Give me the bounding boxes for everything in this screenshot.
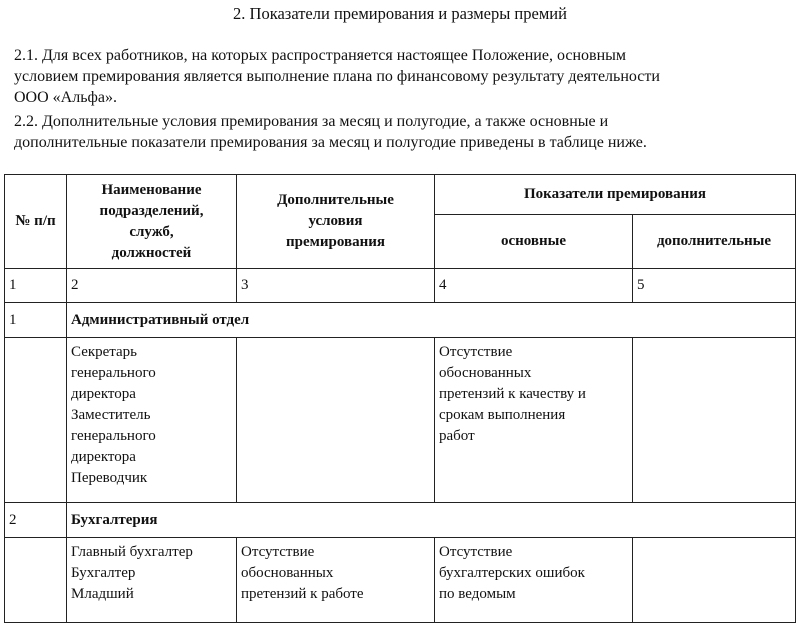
header-num: № п/п xyxy=(5,175,67,269)
section-number: 1 xyxy=(5,303,67,338)
position-line: генерального xyxy=(71,428,156,444)
indicator-line: срокам выполнения xyxy=(439,407,566,423)
section-title: Бухгалтерия xyxy=(67,503,796,538)
column-number: 1 xyxy=(5,269,67,303)
paragraph-line: ООО «Альфа». xyxy=(14,89,117,106)
header-conditions-line: условия xyxy=(308,213,363,229)
position-line: Секретарь xyxy=(71,344,138,360)
column-numbers-row xyxy=(5,269,796,303)
column-number: 5 xyxy=(633,269,796,303)
column-number: 3 xyxy=(237,269,435,303)
position-line: директора xyxy=(71,386,136,402)
indicator-line: Отсутствие xyxy=(439,544,513,560)
condition-line: претензий к работе xyxy=(241,586,364,602)
section-heading: 2. Показатели премирования и размеры премий xyxy=(233,4,567,23)
indicator-line: бухгалтерских ошибок xyxy=(439,565,585,581)
indicator-line: работ xyxy=(439,428,475,444)
header-name-line: Наименование xyxy=(101,181,202,198)
indicator-line: претензий к качеству и xyxy=(439,386,586,402)
header-indicators: Показатели премирования xyxy=(435,175,796,215)
indicator-line: по ведомым xyxy=(439,586,516,602)
position-line: Бухгалтер xyxy=(71,565,136,581)
column-number: 2 xyxy=(67,269,237,303)
indicator-line: обоснованных xyxy=(439,365,532,381)
table-row xyxy=(5,338,796,503)
condition-line: обоснованных xyxy=(241,565,334,581)
table-row xyxy=(5,538,796,623)
positions-cell xyxy=(67,338,237,503)
header-name-line: должностей xyxy=(111,244,192,261)
conditions-cell xyxy=(237,338,435,503)
paragraph-line: условием премирования является выполнение плана по финансовому результату деятельности xyxy=(14,68,660,85)
header-name xyxy=(67,175,237,269)
position-line: генерального xyxy=(71,365,156,381)
header-main: основные xyxy=(435,215,633,269)
additional-indicators-cell xyxy=(633,338,796,503)
main-indicators-cell xyxy=(435,338,633,503)
empty-cell xyxy=(5,538,67,623)
conditions-cell xyxy=(237,538,435,623)
paragraph-line: 2.2. Дополнительные условия премирования за месяц и полугодие, а также основные и xyxy=(14,113,609,130)
empty-cell xyxy=(5,338,67,503)
section-row xyxy=(5,503,796,538)
header-name-line: служб, xyxy=(129,223,174,240)
header-conditions-line: премирования xyxy=(286,234,385,250)
column-number: 4 xyxy=(435,269,633,303)
header-conditions xyxy=(237,175,435,269)
header-conditions-line: Дополнительные xyxy=(277,192,394,208)
position-line: директора xyxy=(71,449,136,465)
main-indicators-cell xyxy=(435,538,633,623)
section-title: Административный отдел xyxy=(67,303,796,338)
header-additional: дополнительные xyxy=(633,215,796,269)
condition-line: Отсутствие xyxy=(241,544,315,560)
header-name-line: подразделений, xyxy=(99,202,204,219)
position-line: Главный бухгалтер xyxy=(71,544,193,560)
indicator-line: Отсутствие xyxy=(439,344,513,360)
paragraph-2-1 xyxy=(14,45,794,108)
bonus-indicators-table xyxy=(4,174,796,623)
paragraph-2-2 xyxy=(14,111,794,153)
position-line: Переводчик xyxy=(71,470,148,486)
section-row xyxy=(5,303,796,338)
section-number: 2 xyxy=(5,503,67,538)
position-line: Младший xyxy=(71,586,134,602)
paragraph-line: дополнительные показатели премирования за месяц и полугодие приведены в таблице ниже. xyxy=(14,134,647,151)
positions-cell xyxy=(67,538,237,623)
additional-indicators-cell xyxy=(633,538,796,623)
position-line: Заместитель xyxy=(71,407,151,423)
paragraph-line: 2.1. Для всех работников, на которых распространяется настоящее Положение, основным xyxy=(14,47,627,64)
